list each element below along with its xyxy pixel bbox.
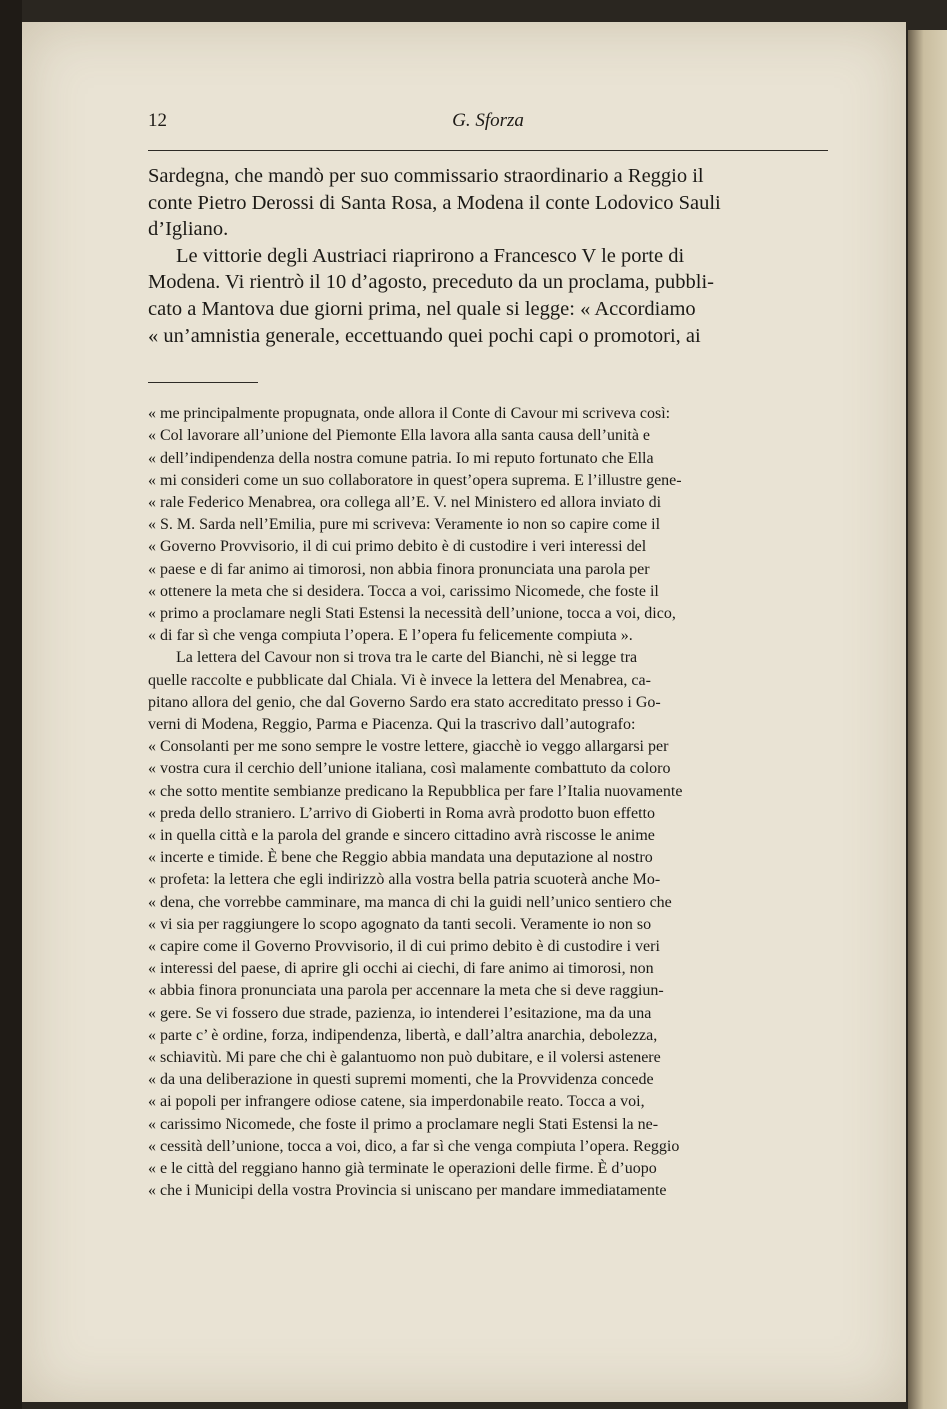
- footnote-line: « mi consideri come un suo collaboratore in quest’opera suprema. E l’illustre gene-: [148, 471, 682, 489]
- footnote-line: « schiavitù. Mi pare che chi è galantuomo non può dubitare, e il volersi astenere: [148, 1049, 661, 1067]
- footnote-line: « di far sì che venga compiuta l’opera. E l’opera fu felicemente compiuta ».: [148, 627, 633, 645]
- footnote-letter: [148, 647, 828, 1202]
- text-line: « un’amnistia generale, eccettuando quei pochi capi o promotori, ai: [148, 324, 701, 347]
- footnote-line: « Consolanti per me sono sempre le vostre lettere, giacchè io veggo allargarsi per: [148, 738, 669, 756]
- footnote-line: « che sotto mentite sembianze predicano la Repubblica per fare l’Italia nuovamente: [148, 782, 683, 800]
- footnote-line: « profeta: la lettera che egli indirizzò alla vostra bella patria scuoterà anche Mo-: [148, 871, 661, 889]
- footnote-rule: [148, 382, 258, 383]
- page-number: 12: [148, 110, 167, 131]
- footnote-line: « rale Federico Menabrea, ora collega all’E. V. nel Ministero ed allora inviato di: [148, 493, 662, 511]
- text-line: conte Pietro Derossi di Santa Rosa, a Modena il conte Lodovico Sauli: [148, 191, 721, 214]
- footnote-line: La lettera del Cavour non si trova tra le carte del Bianchi, nè si legge tra: [176, 649, 638, 667]
- footnote-line: « me principalmente propugnata, onde allora il Conte di Cavour mi scriveva così:: [148, 405, 671, 423]
- footnote-line: « cessità dell’unione, tocca a voi, dico, a far sì che venga compiuta l’opera. Reggio: [148, 1137, 680, 1155]
- scan-top-border: [0, 0, 947, 22]
- footnote-line: « da una deliberazione in questi supremi momenti, che la Provvidenza concede: [148, 1071, 654, 1089]
- footnote-line: « che i Municipi della vostra Provincia si uniscano per mandare immediatamente: [148, 1182, 667, 1200]
- footnote-line: « vostra cura il cerchio dell’unione italiana, così malamente combattuto da coloro: [148, 760, 671, 778]
- footnote-line: « Governo Provvisorio, il di cui primo debito è di custodire i veri interessi del: [148, 538, 647, 556]
- page-header: [148, 110, 828, 151]
- footnote-line: « ai popoli per infrangere odiose catene, sia imperdonabile reato. Tocca a voi,: [148, 1093, 645, 1111]
- footnote-line: pitano allora del genio, che dal Governo Sardo era stato accreditato presso i Go-: [148, 693, 661, 711]
- footnote-line: quelle raccolte e pubblicate dal Chiala. Vi è invece la lettera del Menabrea, ca-: [148, 671, 651, 689]
- main-paragraph-1: [148, 163, 828, 243]
- facing-page-edge: [908, 30, 947, 1409]
- main-paragraph-2: [148, 243, 828, 349]
- footnote-line: « abbia finora pronunciata una parola per accennare la meta che si deve raggiun-: [148, 982, 664, 1000]
- footnote-line: « gere. Se vi fossero due strade, pazienza, io intenderei l’esitazione, ma da una: [148, 1004, 652, 1022]
- text-line: Sardegna, che mandò per suo commissario straordinario a Reggio il: [148, 165, 704, 187]
- page-body: [148, 163, 828, 1202]
- footnote-line: « dell’indipendenza della nostra comune patria. Io mi reputo fortunato che Ella: [148, 449, 654, 467]
- footnote-line: « e le città del reggiano hanno già terminate le operazioni delle firme. È d’uopo: [148, 1160, 657, 1178]
- footnote-line: « carissimo Nicomede, che foste il primo a proclamare negli Stati Estensi la ne-: [148, 1115, 659, 1133]
- footnote-line: « parte c’ è ordine, forza, indipendenza, libertà, e dall’altra anarchia, debolezza,: [148, 1026, 658, 1044]
- text-line: Modena. Vi rientrò il 10 d’agosto, preceduto da un proclama, pubbli-: [148, 271, 714, 294]
- footnote-line: « preda dello straniero. L’arrivo di Gioberti in Roma avrà prodotto buon effetto: [148, 804, 655, 822]
- footnote-line: « dena, che vorrebbe camminare, ma manca di chi la guidi nell’unico sentiero che: [148, 893, 672, 911]
- text-line: d’Igliano.: [148, 218, 229, 241]
- footnote-line: « vi sia per raggiungere lo scopo agognato da tanti secoli. Veramente io non so: [148, 915, 652, 933]
- footnote-line: « S. M. Sarda nell’Emilia, pure mi scriveva: Veramente io non so capire come il: [148, 516, 661, 534]
- footnote-line: « interessi del paese, di aprire gli occhi ai ciechi, di fare animo ai timorosi, non: [148, 960, 654, 978]
- footnote-line: verni di Modena, Reggio, Parma e Piacenza. Qui la trascrivo dall’autografo:: [148, 716, 636, 733]
- footnote-line: « paese e di far animo ai timorosi, non abbia finora pronunciata una parola per: [148, 560, 650, 578]
- scan-left-border: [0, 0, 22, 1409]
- text-line: cato a Mantova due giorni prima, nel quale si legge: « Accordiamo: [148, 297, 696, 320]
- footnote-line: « Col lavorare all’unione del Piemonte Ella lavora alla santa causa dell’unità e: [148, 427, 651, 445]
- footnote-line: « ottenere la meta che si desidera. Tocca a voi, carissimo Nicomede, che foste il: [148, 582, 659, 600]
- footnote-line: « in quella città e la parola del grande e sincero cittadino avrà riscosse le anime: [148, 827, 655, 845]
- footnote-line: « primo a proclamare negli Stati Estensi la necessità dell’unione, tocca a voi, dico,: [148, 604, 676, 622]
- footnote-quote: [148, 403, 828, 647]
- running-head: G. Sforza: [452, 110, 524, 131]
- footnote-line: « capire come il Governo Provvisorio, il di cui primo debito è di custodire i veri: [148, 938, 660, 956]
- footnote-line: « incerte e timide. È bene che Reggio abbia mandata una deputazione al nostro: [148, 849, 653, 867]
- text-line: Le vittorie degli Austriaci riaprirono a Francesco V le porte di: [176, 244, 685, 267]
